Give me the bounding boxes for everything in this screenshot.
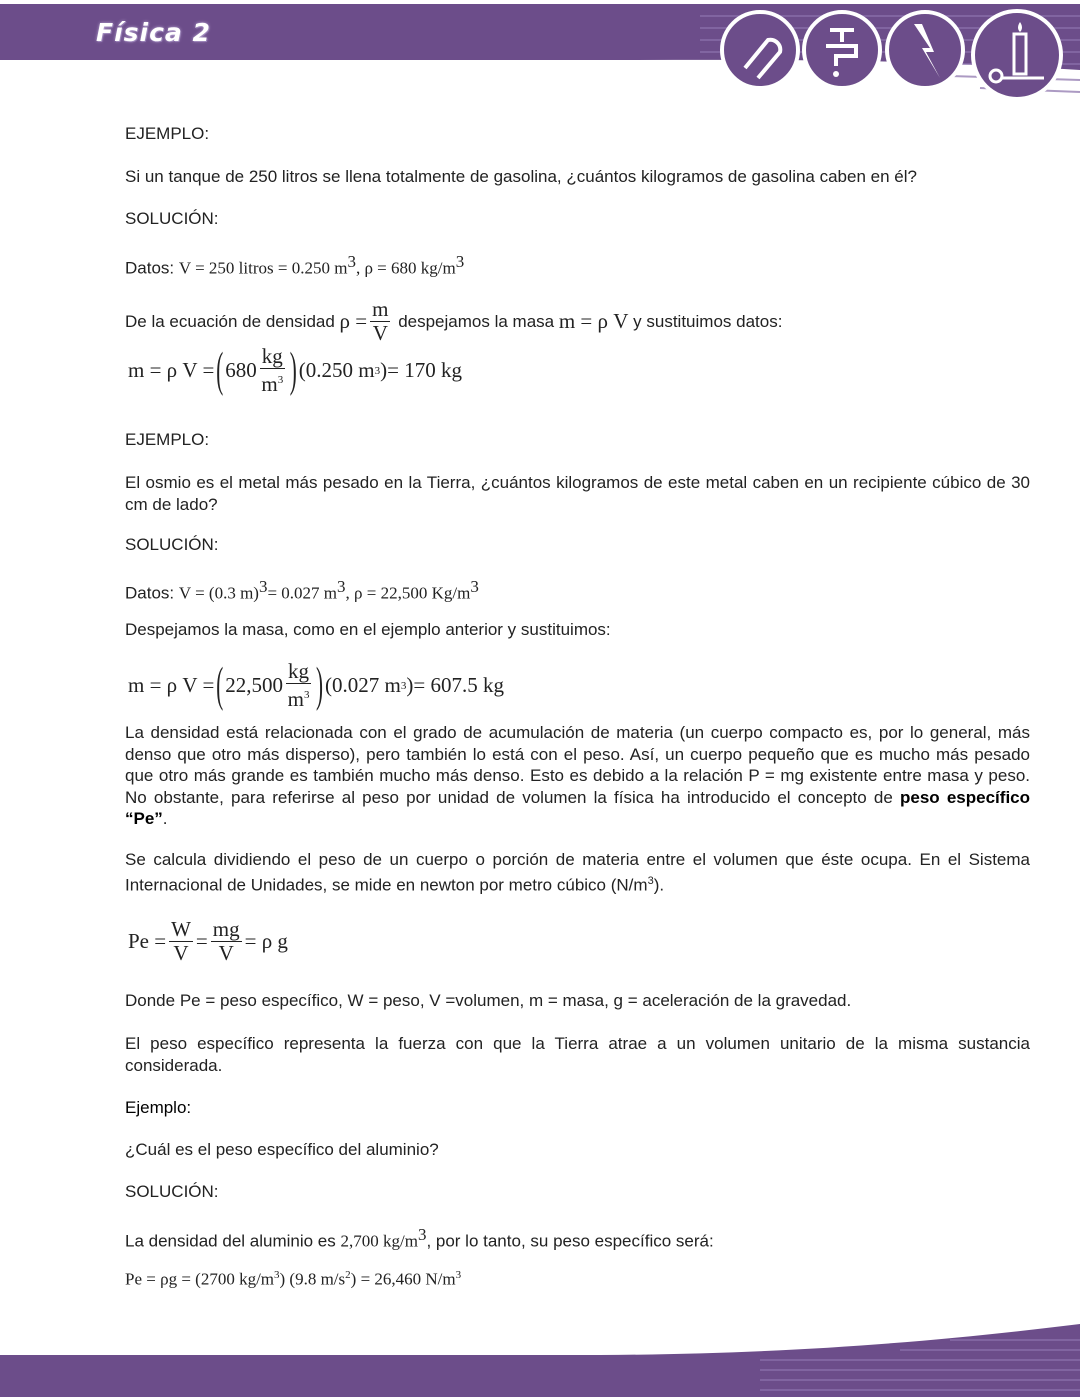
text: Se calcula dividiendo el peso de un cuerpo o porción de materia entre el volumen que éste ocupa. En el Sistema Internacional de Unidades, se mide en newton por metro cúbico (N/m [125,850,1030,895]
example-label: EJEMPLO: [125,430,210,449]
lightning-icon [887,12,963,88]
text: , por lo tanto, su peso específico será: [426,1231,714,1251]
example-label: Ejemplo: [125,1098,192,1117]
calc-part: ) = 26,460 N/m [350,1269,456,1289]
mass-eq: m = ρ V [558,308,629,333]
datos-volume: V = (0.3 m) [178,583,259,603]
specific-weight-equation [128,918,288,965]
superscript: 3 [455,1269,462,1281]
paragraph-specific-weight: El peso específico representa la fuerza con que la Tierra atrae a un volumen unitario de la misma sustancia considerada. [125,1034,1030,1075]
result: = 607.5 kg [413,673,504,697]
header-title: Física 2 [96,18,211,47]
given-data: Datos: V = (0.3 m)$^3$= 0.027 $m^3$, ρ = 22,500 $Kg/m^3$ [125,577,479,603]
numerator: m [372,297,389,321]
unit-den: m [261,372,278,396]
faucet-icon [804,12,880,88]
numerator: W [171,917,191,941]
datos-density: , ρ = 22,500 Kg/m [345,583,471,603]
definitions: Donde Pe = peso específico, W = peso, V =volumen, m = masa, g = aceleración de la gravedad. [125,991,852,1010]
calc-part: Pe = ρg = (2700 kg/m [125,1269,275,1289]
solution-label: SOLUCIÓN: [125,209,219,228]
header-banner [0,0,1080,110]
datos-label: Datos: [125,258,179,278]
superscript: 3 [647,874,654,887]
aluminum-density: La densidad del aluminio es 2,700 $kg/m^3$, por lo tanto, su peso específico será: [125,1225,714,1251]
lhs: Pe = [128,929,167,953]
volume: 0.250 m [305,358,375,382]
equals: = [195,929,208,953]
example-question: El osmio es el metal más pesado en la Tierra, ¿cuántos kilogramos de este metal caben en un recipiente cúbico de 30 cm de lado? [125,473,1030,514]
coef: 22,500 [225,673,284,697]
unit-num: kg [261,344,283,368]
unit-den: m [287,687,304,711]
fraction [370,298,390,345]
paragraph-calculation [125,849,1030,896]
paragraph-density-weight [125,722,1030,830]
result: = 170 kg [387,358,462,382]
solution-label: SOLUCIÓN: [125,1182,219,1201]
lhs: m = ρ V = [128,358,215,382]
solution-label: SOLUCIÓN: [125,535,219,554]
denominator: V [218,941,234,965]
aluminum-calculation [125,1265,1030,1290]
lhs: m = ρ V = [128,673,215,697]
text: De la ecuación de densidad [125,311,340,331]
datos-density: , ρ = 680 kg/m [355,258,456,278]
example-question: Si un tanque de 250 litros se llena totalmente de gasolina, ¿cuántos kilogramos de gasolina caben en él? [125,167,917,186]
datos-volume-result: = 0.027 m [267,583,338,603]
candle-icon [973,11,1061,99]
superscript: 2 [345,1269,351,1281]
volume: 0.027 m [332,673,401,697]
calculation-equation: m = ρ V = ( 22,500 $\frac{kg}{m^3}$ ) ( 0.027 m 3 ) = 607.5 kg [128,656,504,712]
calculation-equation: m = ρ V = ( 680 $\frac{kg}{m^3}$ ) ( 0.250 m 3 ) = 170 kg [128,341,462,397]
text: La densidad está relacionada con el grado de acumulación de materia (un cuerpo compacto es, por lo general, más denso que otro más disperso), pero también lo está con el peso. Así, un cuerpo pequeño que es mucho más pesado que otro más grande es también mucho más denso. Esto es debido a la relación P = mg existente entre masa y peso. No obstante, para referirse al peso por unidad de volumen la física ha introducido el concepto de [125,723,1030,807]
datos-label: Datos: [125,583,179,603]
example-label: EJEMPLO: [125,124,210,143]
text: La densidad del aluminio es [125,1231,341,1251]
text: ). [653,875,665,895]
footer-banner [0,1310,1080,1397]
numerator: mg [212,917,240,941]
intro-text: Despejamos la masa, como en el ejemplo anterior y sustituimos: [125,620,611,639]
rho-eq: ρ = [339,308,368,333]
density-value: 2,700 kg/m [340,1231,418,1251]
text: y sustituimos datos: [628,311,783,331]
text: . [162,809,168,828]
example-question: ¿Cuál es el peso específico del aluminio? [125,1140,439,1159]
datos-volume: V = 250 litros = 0.250 m [178,258,348,278]
denominator: V [173,941,189,965]
unit-num: kg [288,659,310,683]
superscript: 3 [274,1269,280,1281]
text: despejamos la masa [393,311,559,331]
bold-term: peso específico “Pe” [125,787,1030,828]
coef: 680 [225,358,257,382]
given-data: Datos: V = 250 litros = 0.250 $m^3$, ρ = 680 $kg/m^3$ [125,252,465,278]
density-equation-line [125,298,1030,345]
rhs: = ρ g [244,929,288,953]
magnet-icon [722,12,798,88]
denominator: V [372,321,388,345]
calc-part: ) (9.8 m/s [279,1269,346,1289]
